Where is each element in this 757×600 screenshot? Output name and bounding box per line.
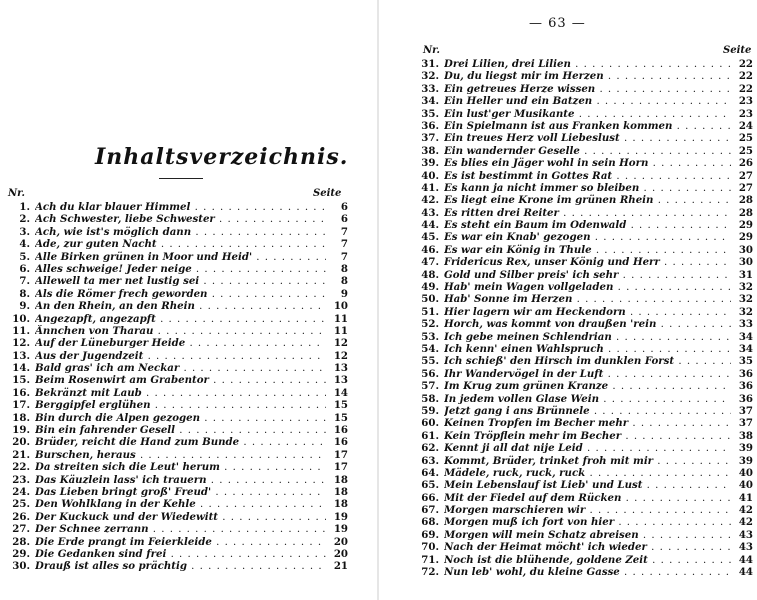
entry-title: Die Erde prangt im Feierkleide . . .	[35, 536, 326, 549]
entry-number: 25.	[12, 498, 30, 511]
entry-title: Als die Römer frech geworden . . .	[35, 288, 326, 301]
entry-title: Aus der Jugendzeit . . .	[35, 350, 326, 363]
entry-page: 44	[738, 566, 753, 579]
entry-page: 7	[340, 225, 348, 238]
entry-page: 41	[738, 491, 753, 504]
entry-number: 59.	[421, 404, 439, 417]
toc-entry	[417, 529, 753, 541]
toc-entry	[417, 343, 753, 355]
entry-title: Es ist bestimmt in Gottes Rat . . .	[444, 170, 731, 183]
entry-number: 66.	[421, 491, 439, 504]
toc-entry	[8, 300, 348, 312]
entry-number: 7.	[19, 275, 30, 288]
toc-entry	[417, 194, 753, 206]
entry-number: 6.	[19, 262, 30, 275]
entry-page: 40	[738, 466, 753, 479]
entry-title: Burschen, heraus . . .	[35, 449, 326, 462]
entry-number: 67.	[421, 504, 439, 517]
entry-title: Keinen Tropfen im Becher mehr . . .	[444, 417, 731, 430]
toc-entry	[417, 244, 753, 256]
toc-entry	[8, 387, 348, 399]
entry-title: Ihr Wandervögel in der Luft . . .	[444, 368, 731, 381]
entry-title: Es blies ein Jäger wohl in sein Horn . . .	[444, 157, 731, 170]
entry-number: 47.	[421, 256, 439, 269]
entry-number: 52.	[421, 318, 439, 331]
toc-entry	[8, 412, 348, 424]
toc-entry	[8, 461, 348, 473]
toc-entry	[417, 293, 753, 305]
entry-number: 17.	[12, 399, 30, 412]
entry-title: Mit der Fiedel auf dem Rücken . . .	[444, 492, 731, 505]
entry-title: Ich kenn' einen Wahlspruch . . .	[444, 343, 731, 356]
toc-entry	[417, 132, 753, 144]
toc-entry	[417, 554, 753, 566]
entry-number: 42.	[421, 194, 439, 207]
entry-page: 34	[738, 342, 753, 355]
entry-number: 18.	[12, 411, 30, 424]
toc-entry	[417, 170, 753, 182]
toc-entry	[8, 498, 348, 510]
entry-title: Nach der Heimat möcht' ich wieder . . .	[444, 541, 731, 554]
toc-entry	[8, 275, 348, 287]
entry-page: 32	[738, 293, 753, 306]
entry-page: 13	[333, 374, 348, 387]
entry-page: 34	[738, 330, 753, 343]
toc-entry	[8, 362, 348, 374]
entry-number: 31.	[421, 58, 439, 70]
title-divider	[159, 178, 203, 179]
entry-page: 13	[333, 362, 348, 375]
entry-title: Ich schieß' den Hirsch im dunklen Forst . . .	[444, 355, 731, 368]
entry-page: 12	[333, 337, 348, 350]
entry-page: 9	[340, 287, 348, 300]
entry-number: 46.	[421, 243, 439, 256]
page-number: — 63 —	[529, 16, 586, 31]
toc-entry	[8, 523, 348, 535]
entry-page: 14	[333, 386, 348, 399]
entry-title: Ein wandernder Geselle . . .	[444, 145, 731, 158]
toc-entry	[8, 325, 348, 337]
entry-number: 3.	[19, 225, 30, 238]
entry-title: Der Schnee zerrann . . .	[35, 523, 326, 536]
entry-title: Es liegt eine Krone im grünen Rhein . . .	[444, 194, 731, 207]
toc-entry	[8, 263, 348, 275]
entry-number: 23.	[12, 473, 30, 486]
toc-entry	[417, 455, 753, 467]
entry-page: 42	[738, 516, 753, 529]
entry-title: Jetzt gang i ans Brünnele . . .	[444, 405, 731, 418]
entry-page: 26	[738, 157, 753, 170]
entry-page: 24	[738, 119, 753, 132]
entry-page: 28	[738, 206, 753, 219]
entry-number: 22.	[12, 461, 30, 474]
entry-page: 37	[738, 404, 753, 417]
entry-number: 68.	[421, 516, 439, 529]
entry-number: 51.	[421, 305, 439, 318]
entry-title: Kennt ji all dat nije Leid . . .	[444, 442, 731, 455]
entry-number: 58.	[421, 392, 439, 405]
entry-page: 38	[738, 429, 753, 442]
entry-number: 13.	[12, 349, 30, 362]
entry-page: 40	[738, 479, 753, 492]
entry-page: 28	[738, 194, 753, 207]
entry-title: Es ritten drei Reiter . . .	[444, 207, 731, 220]
entry-title: Berggipfel erglühen . . .	[35, 399, 326, 412]
toc-entry	[417, 83, 753, 95]
toc-entry	[417, 405, 753, 417]
entry-title: Ein treues Herz voll Liebeslust . . .	[444, 132, 731, 145]
left-page	[0, 0, 378, 600]
toc-list-right	[417, 58, 753, 578]
entry-number: 14.	[12, 362, 30, 375]
entry-number: 50.	[421, 293, 439, 306]
entry-title: Es war ein König in Thule . . .	[444, 244, 731, 257]
entry-title: Noch ist die blühende, goldene Zeit . . .	[444, 554, 731, 567]
entry-title: Ach du klar blauer Himmel . . .	[35, 201, 326, 214]
entry-title: Hab' Sonne im Herzen . . .	[444, 293, 731, 306]
entry-title: Das Lieben bringt groß' Freud' . . .	[35, 486, 326, 499]
column-header-seite: Seite	[313, 188, 342, 199]
entry-title: Da streiten sich die Leut' herum . . .	[35, 461, 326, 474]
entry-number: 56.	[421, 367, 439, 380]
entry-title: Ein Spielmann ist aus Franken kommen . . .	[444, 120, 731, 133]
entry-number: 4.	[19, 238, 30, 251]
entry-page: 19	[333, 510, 348, 523]
entry-page: 39	[738, 442, 753, 455]
entry-page: 17	[333, 448, 348, 461]
entry-number: 43.	[421, 206, 439, 219]
toc-entry	[417, 467, 753, 479]
entry-title: Mein Lebenslauf ist Lieb' und Lust . . .	[444, 479, 731, 492]
toc-entry	[8, 213, 348, 225]
entry-page: 16	[333, 436, 348, 449]
toc-entry	[417, 417, 753, 429]
toc-entry	[417, 95, 753, 107]
entry-title: Die Gedanken sind frei . . .	[35, 548, 326, 561]
entry-title: Horch, was kommt von draußen 'rein . . .	[444, 318, 731, 331]
entry-number: 5.	[19, 250, 30, 263]
entry-page: 11	[333, 324, 348, 337]
entry-title: Du, du liegst mir im Herzen . . .	[444, 70, 731, 83]
entry-number: 40.	[421, 169, 439, 182]
entry-page: 22	[738, 82, 753, 95]
entry-page: 17	[333, 461, 348, 474]
entry-title: Alle Birken grünen in Moor und Heid' . . .	[35, 251, 326, 264]
entry-number: 63.	[421, 454, 439, 467]
entry-page: 23	[738, 95, 753, 108]
entry-page: 22	[738, 70, 753, 83]
toc-entry	[8, 560, 348, 572]
toc-list-left	[8, 201, 348, 573]
entry-number: 10.	[12, 312, 30, 325]
toc-entry	[417, 355, 753, 367]
entry-number: 54.	[421, 342, 439, 355]
entry-title: Es war ein Knab' gezogen . . .	[444, 231, 731, 244]
entry-title: Es steht ein Baum im Odenwald . . .	[444, 219, 731, 232]
entry-number: 64.	[421, 466, 439, 479]
entry-page: 30	[738, 256, 753, 269]
entry-number: 37.	[421, 132, 439, 145]
entry-page: 6	[340, 201, 348, 213]
toc-entry	[417, 516, 753, 528]
entry-page: 25	[738, 144, 753, 157]
entry-title: Den Wohlklang in der Kehle . . .	[35, 498, 326, 511]
toc-entry	[417, 231, 753, 243]
toc-entry	[417, 207, 753, 219]
entry-page: 29	[738, 219, 753, 232]
entry-title: Brüder, reicht die Hand zum Bunde . . .	[35, 436, 326, 449]
entry-title: Beim Rosenwirt am Grabentor . . .	[35, 374, 326, 387]
toc-entry	[8, 374, 348, 386]
entry-page: 43	[738, 541, 753, 554]
entry-number: 30.	[12, 560, 30, 573]
entry-title: Morgen will mein Schatz abreisen . . .	[444, 529, 731, 542]
toc-entry	[8, 251, 348, 263]
entry-page: 31	[738, 268, 753, 281]
toc-entry	[8, 337, 348, 349]
entry-page: 36	[738, 380, 753, 393]
entry-number: 60.	[421, 417, 439, 430]
entry-title: Nun leb' wohl, du kleine Gasse . . .	[444, 566, 731, 579]
entry-title: Ännchen von Tharau . . .	[35, 325, 326, 338]
entry-number: 38.	[421, 144, 439, 157]
entry-number: 49.	[421, 281, 439, 294]
entry-page: 33	[738, 318, 753, 331]
toc-entry	[417, 393, 753, 405]
toc-entry	[8, 313, 348, 325]
entry-page: 27	[738, 181, 753, 194]
entry-title: Hier lagern wir am Heckendorn . . .	[444, 306, 731, 319]
entry-title: In jedem vollen Glase Wein . . .	[444, 393, 731, 406]
toc-entry	[8, 288, 348, 300]
entry-title: Angezapft, angezapft . . .	[35, 313, 326, 326]
toc-entry	[417, 70, 753, 82]
entry-page: 37	[738, 417, 753, 430]
entry-page: 39	[738, 454, 753, 467]
entry-title: Bekränzt mit Laub . . .	[35, 387, 326, 400]
toc-entry	[8, 424, 348, 436]
entry-page: 18	[333, 485, 348, 498]
toc-entry	[8, 548, 348, 560]
entry-page: 29	[738, 231, 753, 244]
entry-page: 6	[340, 213, 348, 226]
entry-number: 48.	[421, 268, 439, 281]
entry-title: Hab' mein Wagen vollgeladen . . .	[444, 281, 731, 294]
entry-page: 32	[738, 281, 753, 294]
entry-number: 39.	[421, 157, 439, 170]
toc-entry	[8, 486, 348, 498]
entry-number: 70.	[421, 541, 439, 554]
entry-title: An den Rhein, an den Rhein . . .	[35, 300, 326, 313]
entry-title: Ach Schwester, liebe Schwester . . .	[35, 213, 326, 226]
entry-number: 57.	[421, 380, 439, 393]
entry-page: 16	[333, 424, 348, 437]
toc-entry	[8, 511, 348, 523]
entry-page: 18	[333, 498, 348, 511]
entry-title: Ein lust'ger Musikante . . .	[444, 108, 731, 121]
toc-entry	[8, 350, 348, 362]
entry-page: 20	[333, 547, 348, 560]
entry-number: 21.	[12, 448, 30, 461]
toc-entry	[417, 368, 753, 380]
entry-number: 44.	[421, 219, 439, 232]
entry-number: 71.	[421, 553, 439, 566]
entry-title: Morgen marschieren wir . . .	[444, 504, 731, 517]
toc-entry	[417, 108, 753, 120]
entry-page: 11	[333, 312, 348, 325]
entry-number: 27.	[12, 523, 30, 536]
entry-page: 43	[738, 528, 753, 541]
entry-page: 30	[738, 243, 753, 256]
entry-page: 44	[738, 553, 753, 566]
entry-page: 21	[333, 560, 348, 573]
toc-entry	[417, 157, 753, 169]
toc-entry	[417, 479, 753, 491]
entry-title: Ein Heller und ein Batzen . . .	[444, 95, 731, 108]
toc-entry	[417, 182, 753, 194]
entry-page: 7	[340, 250, 348, 263]
entry-page: 32	[738, 305, 753, 318]
entry-page: 8	[340, 262, 348, 275]
entry-number: 53.	[421, 330, 439, 343]
entry-page: 8	[340, 275, 348, 288]
toc-entry	[417, 566, 753, 578]
toc-entry	[8, 449, 348, 461]
entry-page: 12	[333, 349, 348, 362]
entry-number: 41.	[421, 181, 439, 194]
entry-title: Ein getreues Herze wissen . . .	[444, 83, 731, 96]
entry-number: 1.	[19, 201, 30, 213]
entry-page: 19	[333, 523, 348, 536]
toc-entry	[417, 281, 753, 293]
entry-number: 15.	[12, 374, 30, 387]
toc-entry	[8, 238, 348, 250]
entry-page: 18	[333, 473, 348, 486]
entry-page: 42	[738, 504, 753, 517]
entry-number: 45.	[421, 231, 439, 244]
entry-title: Drauß ist alles so prächtig . . .	[35, 560, 326, 573]
entry-number: 2.	[19, 213, 30, 226]
entry-page: 7	[340, 238, 348, 251]
entry-title: Der Kuckuck und der Wiedewitt . . .	[35, 511, 326, 524]
toc-entry	[417, 58, 753, 70]
entry-title: Auf der Lüneburger Heide . . .	[35, 337, 326, 350]
entry-number: 20.	[12, 436, 30, 449]
entry-page: 27	[738, 169, 753, 182]
entry-title: Ade, zur guten Nacht . . .	[35, 238, 326, 251]
toc-entry	[8, 201, 348, 213]
entry-page: 25	[738, 132, 753, 145]
toc-entry	[8, 536, 348, 548]
toc-entry	[417, 331, 753, 343]
entry-number: 69.	[421, 528, 439, 541]
entry-number: 61.	[421, 429, 439, 442]
entry-page: 22	[738, 58, 753, 70]
entry-title: Bin durch die Alpen gezogen . . .	[35, 412, 326, 425]
entry-title: Morgen muß ich fort von hier . . .	[444, 516, 731, 529]
entry-title: Fridericus Rex, unser König und Herr . . .	[444, 256, 731, 269]
column-header-nr: Nr.	[423, 45, 440, 56]
entry-number: 24.	[12, 485, 30, 498]
toc-entry	[417, 541, 753, 553]
entry-number: 32.	[421, 70, 439, 83]
toc-entry	[8, 474, 348, 486]
toc-entry	[417, 219, 753, 231]
entry-page: 36	[738, 392, 753, 405]
toc-entry	[417, 318, 753, 330]
entry-title: Mädele, ruck, ruck, ruck . . .	[444, 467, 731, 480]
entry-number: 19.	[12, 424, 30, 437]
toc-entry	[417, 120, 753, 132]
toc-entry	[417, 504, 753, 516]
toc-entry	[417, 380, 753, 392]
toc-entry	[417, 442, 753, 454]
toc-entry	[8, 226, 348, 238]
entry-number: 36.	[421, 119, 439, 132]
entry-number: 65.	[421, 479, 439, 492]
entry-page: 20	[333, 535, 348, 548]
page-title: Inhaltsverzeichnis.	[95, 144, 349, 170]
column-header-seite: Seite	[723, 45, 752, 56]
entry-title: Drei Lilien, drei Lilien . . .	[444, 58, 731, 71]
entry-title: Das Käuzlein lass' ich trauern . . .	[35, 474, 326, 487]
entry-title: Kein Tröpflein mehr im Becher . . .	[444, 430, 731, 443]
toc-entry	[417, 492, 753, 504]
column-header-nr: Nr.	[8, 188, 25, 199]
entry-title: Im Krug zum grünen Kranze . . .	[444, 380, 731, 393]
entry-title: Ich gebe meinen Schlendrian . . .	[444, 331, 731, 344]
toc-entry	[417, 256, 753, 268]
right-page	[379, 0, 757, 600]
entry-number: 35.	[421, 107, 439, 120]
toc-entry	[417, 145, 753, 157]
entry-title: Bin ein fahrender Gesell . . .	[35, 424, 326, 437]
entry-number: 28.	[12, 535, 30, 548]
entry-number: 16.	[12, 386, 30, 399]
entry-number: 26.	[12, 510, 30, 523]
entry-title: Kommt, Brüder, trinket froh mit mir . . .	[444, 455, 731, 468]
entry-title: Alles schweige! Jeder neige . . .	[35, 263, 326, 276]
entry-number: 8.	[19, 287, 30, 300]
entry-number: 34.	[421, 95, 439, 108]
entry-page: 15	[333, 411, 348, 424]
entry-page: 15	[333, 399, 348, 412]
toc-entry	[8, 399, 348, 411]
entry-title: Ach, wie ist's möglich dann . . .	[35, 226, 326, 239]
toc-entry	[417, 269, 753, 281]
entry-number: 72.	[421, 566, 439, 579]
entry-number: 9.	[19, 300, 30, 313]
entry-number: 11.	[12, 324, 30, 337]
entry-number: 12.	[12, 337, 30, 350]
entry-title: Es kann ja nicht immer so bleiben . . .	[444, 182, 731, 195]
toc-entry	[417, 306, 753, 318]
toc-entry	[417, 430, 753, 442]
entry-title: Allewell ta mer net lustig sei . . .	[35, 275, 326, 288]
entry-number: 62.	[421, 442, 439, 455]
entry-title: Bald gras' ich am Neckar . . .	[35, 362, 326, 375]
entry-number: 55.	[421, 355, 439, 368]
entry-page: 35	[738, 355, 753, 368]
entry-title: Gold und Silber preis' ich sehr . . .	[444, 269, 731, 282]
entry-page: 10	[333, 300, 348, 313]
entry-page: 23	[738, 107, 753, 120]
toc-entry	[8, 436, 348, 448]
entry-page: 36	[738, 367, 753, 380]
entry-number: 29.	[12, 547, 30, 560]
entry-number: 33.	[421, 82, 439, 95]
